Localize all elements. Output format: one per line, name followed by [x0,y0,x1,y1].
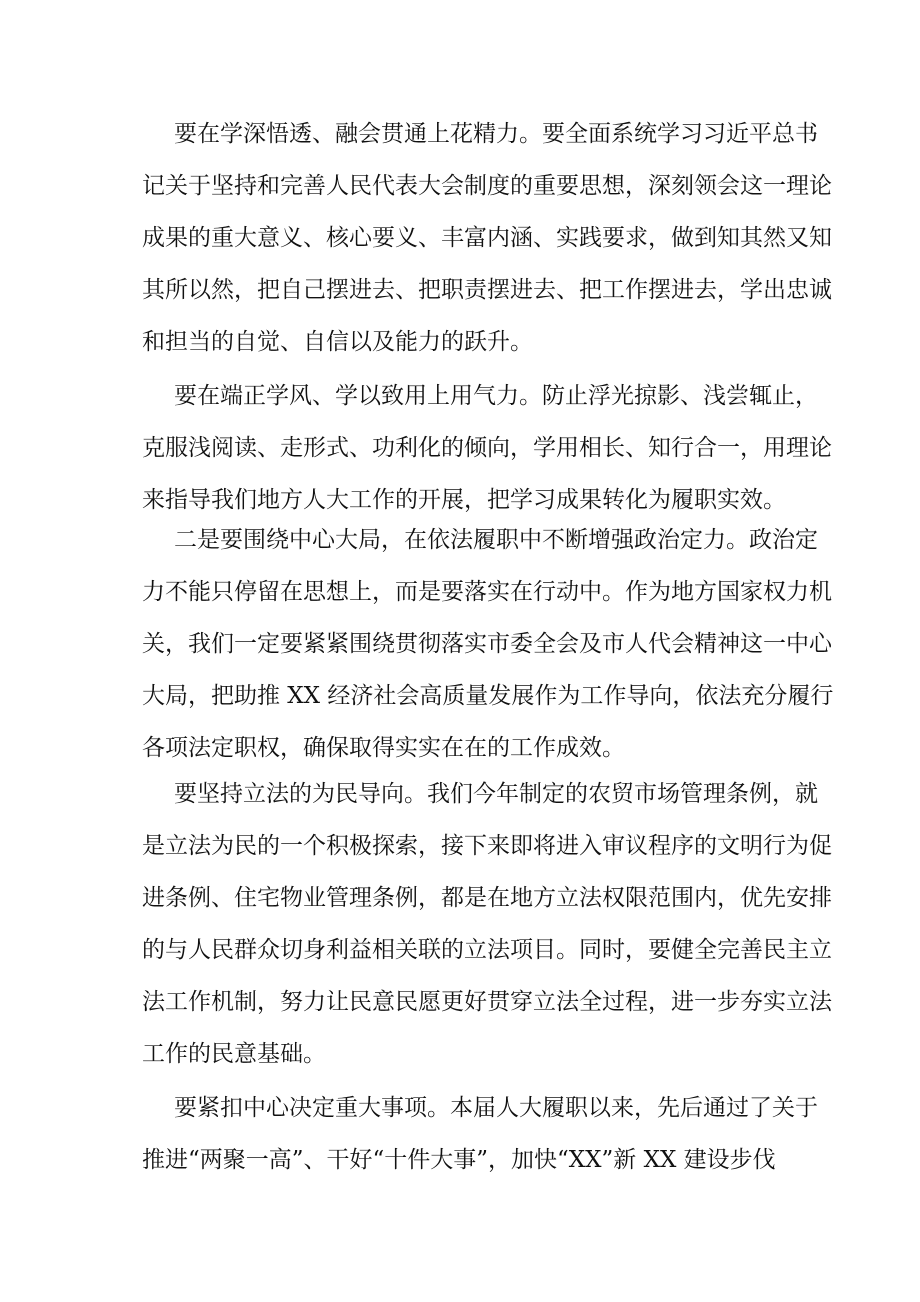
paragraph-line: 其所以然，把自己摆进去、把职责摆进去、把工作摆进去，学出忠诚 [142,277,832,303]
paragraph-line: 的与人民群众切身利益相关联的立法项目。同时，要健全完善民主立 [142,937,832,963]
paragraph-line: 推进“两聚一高”、干好“十件大事”，加快“XX”新 XX 建设步伐 [142,1147,776,1173]
paragraph-line: 进条例、住宅物业管理条例，都是在地方立法权限范围内，优先安排 [142,885,832,911]
paragraph-line: 记关于坚持和完善人民代表大会制度的重要思想，深刻领会这一理论 [142,173,832,199]
paragraph-line: 来指导我们地方人大工作的开展，把学习成果转化为履职实效。 [142,487,786,513]
paragraph-line: 二是要围绕中心大局，在依法履职中不断增强政治定力。政治定 [174,527,818,553]
paragraph-line: 要紧扣中心决定重大事项。本届人大履职以来，先后通过了关于 [174,1095,818,1121]
paragraph-line: 关，我们一定要紧紧围绕贯彻落实市委全会及市人代会精神这一中心 [142,631,832,657]
paragraph-line: 要坚持立法的为民导向。我们今年制定的农贸市场管理条例，就 [174,781,818,807]
paragraph-legislation [142,768,832,1080]
paragraph-line: 力不能只停留在思想上，而是要落实在行动中。作为地方国家权力机 [142,579,832,605]
paragraph-line: 法工作机制，努力让民意民愿更好贯穿立法全过程，进一步夯实立法 [142,989,832,1015]
paragraph-line: 是立法为民的一个积极探索，接下来即将进入审议程序的文明行为促 [142,833,832,859]
paragraph-line: 要在学深悟透、融会贯通上花精力。要全面系统学习习近平总书 [174,121,818,147]
paragraph-line: 大局，把助推 XX 经济社会高质量发展作为工作导向，依法充分履行 [142,683,834,709]
paragraph-line: 要在端正学风、学以致用上用气力。防止浮光掠影、浅尝辄止， [174,383,818,409]
paragraph-major-matters [142,1082,818,1186]
paragraph-line: 工作的民意基础。 [142,1041,326,1067]
paragraph-study-style [142,370,832,526]
paragraph-line: 克服浅阅读、走形式、功利化的倾向，学用相长、知行合一，用理论 [142,435,832,461]
paragraph-study-understanding [142,108,832,368]
paragraph-line: 各项法定职权，确保取得实实在在的工作成效。 [142,735,625,761]
paragraph-line: 成果的重大意义、核心要义、丰富内涵、实践要求，做到知其然又知 [142,225,832,251]
paragraph-line: 和担当的自觉、自信以及能力的跃升。 [142,329,533,355]
paragraph-central-tasks [142,514,834,774]
